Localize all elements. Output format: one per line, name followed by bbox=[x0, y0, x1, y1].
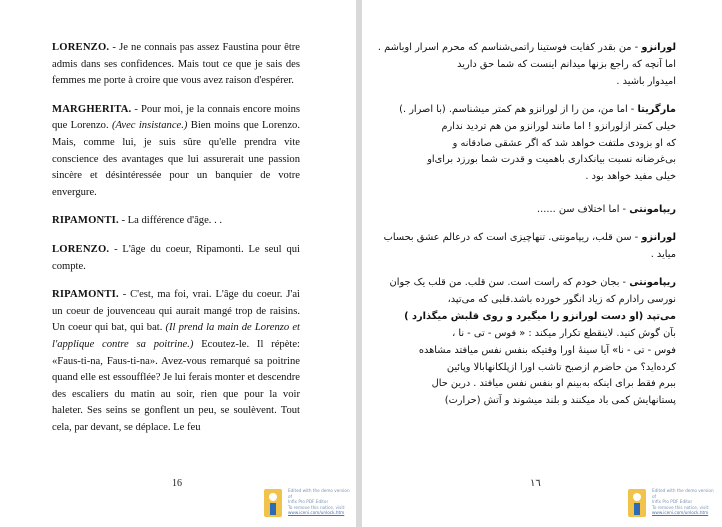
speech-line: خیلی مفید خواهد بود . bbox=[585, 171, 676, 183]
speech-lorenzo-1 bbox=[52, 40, 300, 90]
watermark-line: To remove this notice, visit: bbox=[288, 504, 346, 510]
stage-direction: (Avec insistance.) bbox=[111, 120, 188, 132]
speech-line: اما آنچه که راجع بزنها میدانم اینست که شما حق دارید bbox=[457, 58, 676, 70]
speech-line: می‌تپد (او دست لورانزو را میگیرد و روی قلبش میگذارد ) bbox=[404, 310, 676, 322]
speech-margherita bbox=[52, 102, 300, 202]
speech-line: که او بزودی ملتفت خواهد شد که اگر عشقی صادقانه و bbox=[452, 137, 676, 149]
speech-text: - C'est, ma foi, vrai. L'âge du coeur. J'ai un coeur de jouvenceau qui aurait mangé trop de raisins. Un coeur qui bat, qui bat. bbox=[52, 289, 300, 334]
left-page-text bbox=[52, 40, 300, 448]
speaker-name: LORENZO. bbox=[52, 243, 110, 255]
right-page-number: ١٦ bbox=[530, 478, 541, 489]
speech-ripamonti-2 bbox=[52, 287, 300, 436]
watermark-line: Edited with the demo version of bbox=[288, 488, 350, 499]
right-page-text bbox=[377, 40, 676, 421]
watermark-link[interactable]: www.iceni.com/unlock.htm bbox=[652, 510, 709, 516]
speech-line: بآن گوش کنید. لاینقطع تکرار میکند : « فوس - تی - نا ، bbox=[452, 327, 676, 339]
watermark-line: Infix Pro PDF Editor bbox=[652, 499, 693, 505]
speech-lorenzo-1-fa bbox=[377, 40, 676, 91]
speaker-name: مارگریتا bbox=[637, 103, 676, 115]
infix-logo-icon bbox=[262, 488, 284, 518]
watermark-line: Edited with the demo version of bbox=[652, 488, 714, 499]
speech-text: - Pour moi, je la connais encore moins que Lorenzo. bbox=[52, 103, 300, 132]
speech-line: کرده‌اید؟ من حاضرم ازصبح تاشب اورا ازپلکانهابالا وپائین bbox=[446, 361, 676, 373]
speech-lorenzo-2-fa bbox=[383, 230, 676, 264]
watermark-badge-left bbox=[262, 486, 354, 522]
speaker-name: LORENZO. bbox=[52, 42, 110, 53]
speech-text: Bien moins que Lorenzo. Mais, comme lui, je suis sûre qu'elle prendra vite conscience des avantages que lui assurerait une passion sincère et désintéressée pour un banquier de votre envergure. bbox=[52, 120, 300, 198]
speech-text: Ecoutez-le. Il répète: «Faus-ti-na, Faus-ti-na». Avez-vous remarqué sa poitrine quand elle est essoufflée? Je lui ferais monter et descendre des escaliers du matin au soir, rien que pour la voir haleter. Ses seins se gonflent un peu, se soulèvent. Tout cela, par devant, se déplace. Le feu bbox=[52, 338, 300, 433]
speaker-name: RIPAMONTI. bbox=[52, 215, 119, 227]
speaker-name: ریپامونتی bbox=[629, 276, 676, 288]
speech-ripamonti-1-fa bbox=[404, 202, 676, 219]
watermark-link[interactable]: www.iceni.com/unlock.htm bbox=[288, 510, 345, 516]
speaker-name: لورانزو bbox=[641, 232, 676, 244]
speech-line: میاید . bbox=[650, 249, 676, 261]
watermark-line: Infix Pro PDF Editor bbox=[288, 499, 329, 505]
speech-text: - Je ne connais pas assez Faustina pour être admis dans ses confidences. Mais tout ce que je sais des femmes me porte à croire que vous avez raison d'espérer. bbox=[52, 42, 300, 87]
watermark-line: To remove this notice, visit: bbox=[652, 504, 710, 510]
speech-line: امیدوار باشید . bbox=[616, 75, 676, 87]
speaker-name: لورانزو bbox=[641, 42, 676, 53]
speaker-name: RIPAMONTI. bbox=[52, 289, 119, 301]
speaker-name: MARGHERITA. bbox=[52, 103, 132, 115]
left-page-number: 16 bbox=[172, 478, 182, 489]
watermark-badge-right bbox=[626, 486, 718, 522]
speaker-name: ریپامونتی bbox=[629, 204, 676, 216]
infix-logo-icon bbox=[626, 488, 648, 518]
stage-direction: (Il prend la main de Lorenzo et l'applique contre sa poitrine.) bbox=[52, 322, 300, 350]
speech-line: - بجان خودم که راست است. سن قلب. من قلب یک جوان bbox=[389, 276, 627, 288]
speech-line: - اما من، من را از لورانزو هم کمتر میشناسم. (با اصرار .) bbox=[399, 103, 635, 115]
speech-line: پستانهایش کمی باد میکنند و بلند میشوند و آتش (حرارت) bbox=[444, 395, 676, 407]
speech-text: - La différence d'âge. . . bbox=[118, 215, 223, 227]
speech-line: - سن قلب، ریپامونتی. تنهاچیزی است که درعالم عشق بحساب bbox=[383, 232, 639, 244]
speech-text: - L'âge du coeur, Ripamonti. Le seul qui compte. bbox=[52, 243, 300, 272]
watermark-text bbox=[652, 488, 718, 516]
speech-line: بی‌غرضانه نسبت بیانکداری باهمیت و قدرت شما بورزد برای‌او bbox=[427, 154, 676, 166]
speech-ripamonti-2-fa bbox=[389, 275, 676, 410]
speech-ripamonti-1 bbox=[52, 213, 300, 230]
speech-line: - من بقدر کفایت فوستینا راتمی‌شناسم که محرم اسرار اوباشم . bbox=[377, 42, 639, 53]
watermark-text bbox=[288, 488, 354, 516]
speech-line: - اما اختلاف سن ...... bbox=[537, 204, 627, 216]
speech-line: فوس - تی - نا» آیا سینهٔ اورا وقتیکه بنفس نفس میافتد مشاهده bbox=[418, 344, 676, 356]
speech-line: نورسی رادارم که زیاد انگور خورده باشد.قلبی که می‌تپد، bbox=[447, 293, 676, 305]
speech-line: خیلی کمتر ازلورانزو ! اما مانند لورانزو من هم تردید ندارم bbox=[441, 120, 676, 132]
speech-margherita-fa bbox=[399, 102, 676, 187]
speech-lorenzo-2 bbox=[52, 242, 300, 275]
speech-line: ببرم فقط برای اینکه به‌بینم او بنفس نفس میافتد . درین حال bbox=[431, 378, 676, 390]
